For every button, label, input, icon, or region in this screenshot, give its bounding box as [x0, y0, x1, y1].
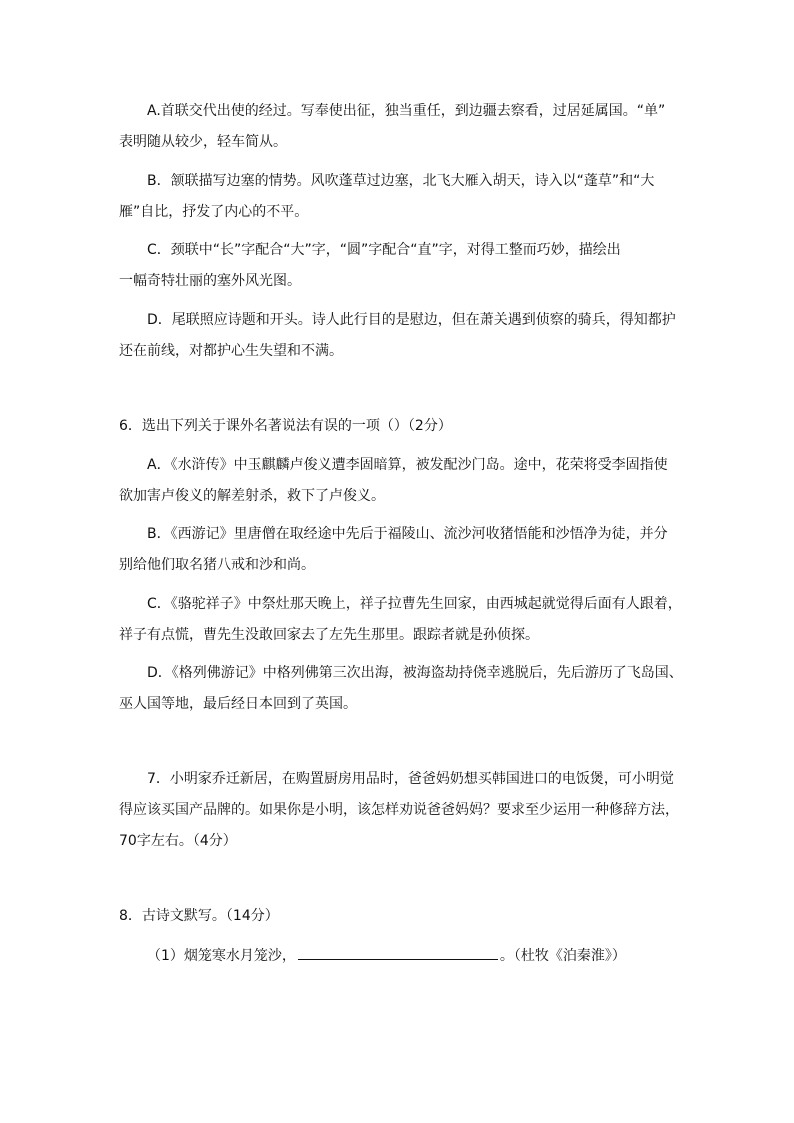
q5-option-a-line1: A.首联交代出使的经过。写奉使出征，独当重任，到边疆去察看，过居延属国。“单” — [147, 103, 666, 119]
q5-option-d-line1: D．尾联照应诗题和开头。诗人此行目的是慰边，但在萧关遇到侦察的骑兵，得知都护 — [147, 312, 676, 328]
q8-item1 — [147, 945, 626, 966]
q6-stem: 6．选出下列关于课外名著说法有误的一项（）（2分） — [119, 418, 452, 434]
q8-stem: 8．古诗文默写。（14分） — [119, 908, 279, 924]
q5-option-c-line1: C．颈联中“长”字配合“大”字，“圆”字配合“直”字，对得工整而巧妙，描绘出 — [147, 242, 621, 258]
q7-line2: 得应该买国产品牌的。如果你是小明，该怎样劝说爸爸妈妈？要求至少运用一种修辞方法， — [119, 802, 679, 818]
q6-option-b-line2: 别给他们取名猪八戒和沙和尚。 — [119, 557, 315, 573]
q7-line1: 7．小明家乔迁新居，在购置厨房用品时，爸爸妈奶想买韩国进口的电饭煲，可小明觉 — [147, 771, 674, 787]
q5-option-a-line2: 表明随从较少，轻车简从。 — [119, 134, 287, 150]
q5-option-b-line2: 雁”自比，抒发了内心的不平。 — [119, 204, 309, 220]
q6-option-d-line1: D．《格列佛游记》中格列佛第三次出海，被海盗劫持侥幸逃脱后，先后游历了飞岛国、 — [147, 665, 683, 681]
q5-option-b-line1: B．颔联描写边塞的情势。风吹蓬草过边塞，北飞大雁入胡天，诗入以“蓬草”和“大 — [147, 173, 655, 189]
q8-item1-suffix: 。（杜牧《泊秦淮》） — [499, 948, 626, 964]
q6-option-c-line2: 祥子有点慌，曹先生没敢回家去了左先生那里。跟踪者就是孙侦探。 — [119, 627, 539, 643]
q8-item1-prefix: （1）烟笼寒水月笼沙， — [147, 948, 296, 964]
q6-option-a-line2: 欲加害卢俊义的解差射杀，救下了卢俊义。 — [119, 488, 385, 504]
q6-option-d-line2: 巫人国等地，最后经日本回到了英国。 — [119, 696, 357, 712]
q6-option-c-line1: C．《骆驼祥子》中祭灶那天晚上，祥子拉曹先生回家，由西城起就觉得后面有人跟着， — [147, 596, 682, 612]
q6-option-a-line1: A．《水浒传》中玉麒麟卢俊义遭李固暗算，被发配沙门岛。途中，花荣将受李固指使 — [147, 457, 668, 473]
q6-option-b-line1: B．《西游记》里唐僧在取经途中先后于福陵山、流沙河收猪悟能和沙悟净为徒，并分 — [147, 526, 668, 542]
q5-option-d-line2: 还在前线，对都护心生失望和不满。 — [119, 343, 343, 359]
q7-line3: 70字左右。（4分） — [119, 833, 237, 849]
q5-option-c-line2: 一幅奇特壮丽的塞外风光图。 — [119, 273, 301, 289]
q8-item1-answer-blank[interactable] — [298, 945, 498, 960]
